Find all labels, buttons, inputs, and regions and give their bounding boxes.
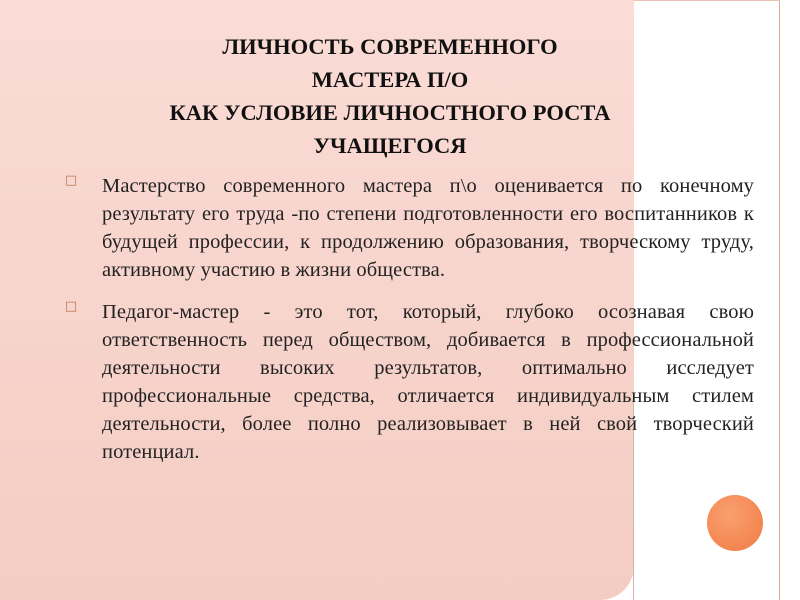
bullet-icon: □ (64, 299, 78, 314)
title-line: МАСТЕРА П/О (311, 67, 469, 92)
list-item (64, 298, 754, 466)
bullet-icon: □ (64, 173, 78, 188)
bullet-text: Педагог-мастер - это тот, который, глубоко осознавая свою ответственность перед обществом, добивается в профессиональной деятельности высоких результатов, оптимально исследует профессиональные средства, отличается индивидуальным стилем деятельности, более полно реализовывает в ней свой творческий потенциал. (102, 301, 754, 463)
list-item (64, 172, 754, 284)
title-line: ЛИЧНОСТЬ СОВРЕМЕННОГО (222, 34, 558, 59)
bullet-text: Мастерство современного мастера п\о оценивается по конечному результату его труда -по степени подготовленности его воспитанников к будущей профессии, к продолжению образования, творческому труду, активному участию в жизни общества. (102, 175, 754, 281)
title-line: КАК УСЛОВИЕ ЛИЧНОСТНОГО РОСТА (169, 100, 611, 125)
title-line: УЧАЩЕГОСЯ (313, 133, 467, 158)
bullet-list (64, 172, 754, 480)
slide-title (100, 30, 680, 162)
